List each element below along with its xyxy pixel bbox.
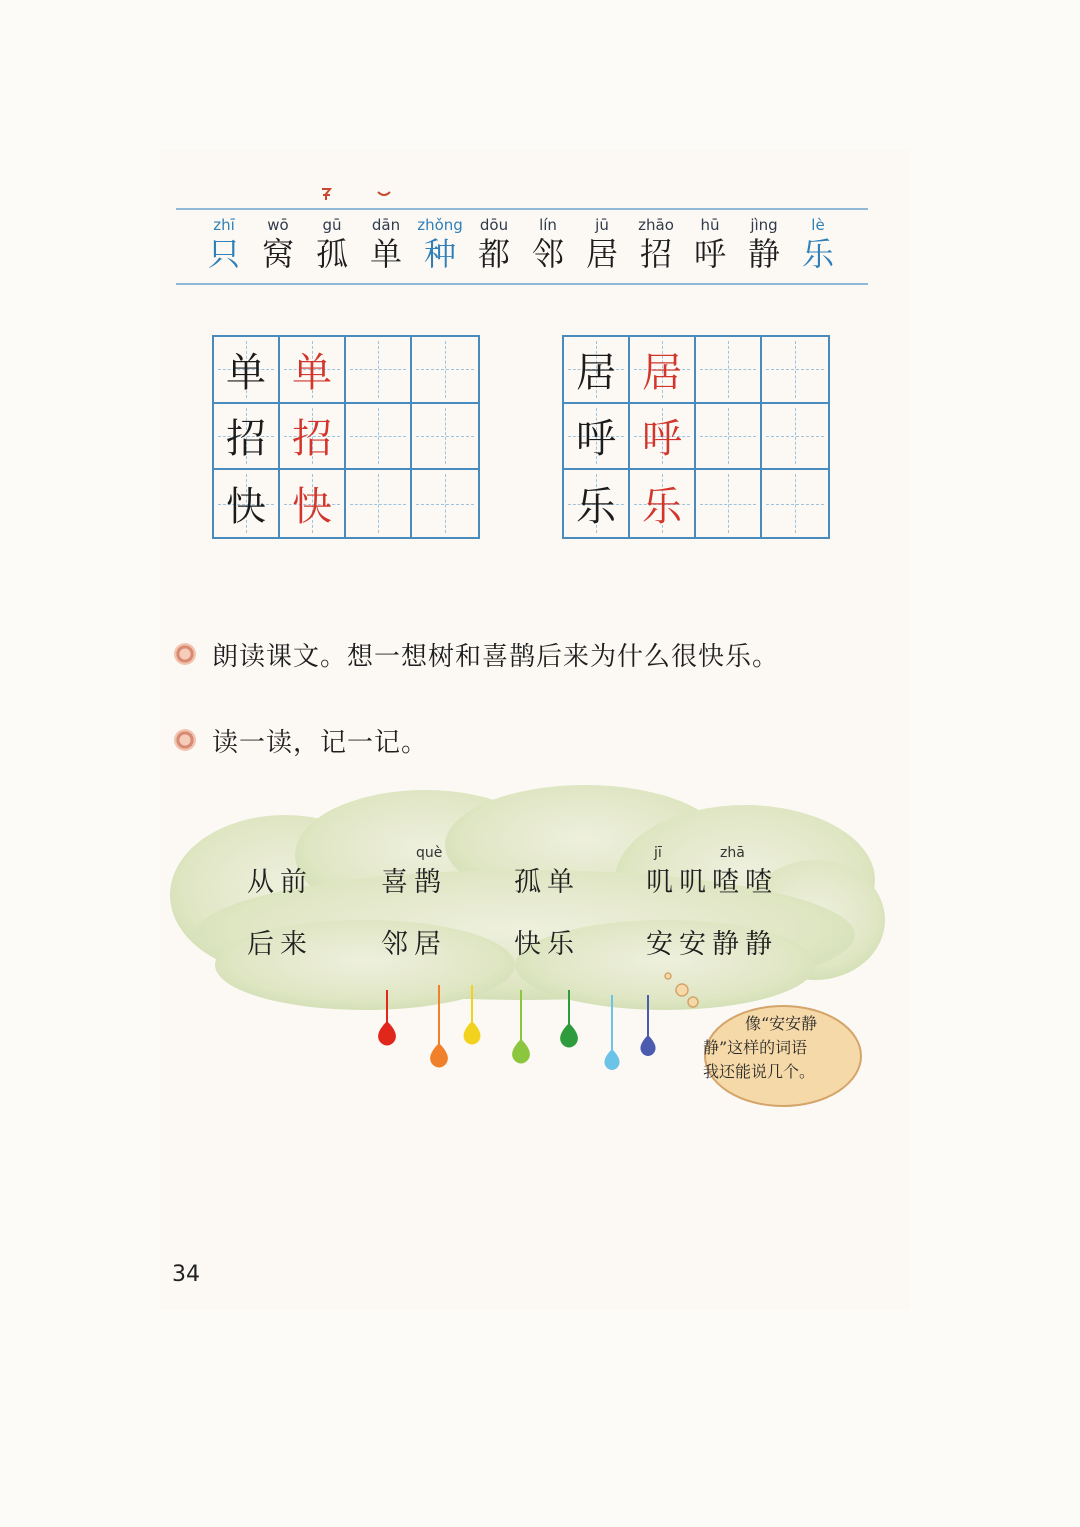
grid-cell xyxy=(696,404,762,471)
grid-cell: 单 xyxy=(214,337,280,404)
grid-cell xyxy=(696,470,762,537)
literacy-char: dān 单 xyxy=(369,216,402,273)
vocab-word: 孤单 xyxy=(514,867,580,898)
grid-cell: 居 xyxy=(630,337,696,404)
word-pinyin: jī xyxy=(654,845,662,861)
grid-cell xyxy=(412,470,478,537)
header-decoration-icon xyxy=(320,186,400,202)
task-text: 读一读，记一记。 xyxy=(212,727,429,758)
vocab-word: 后来 xyxy=(247,929,313,960)
vocab-word: 喜鹊 xyxy=(381,867,447,898)
grid-cell: 居 xyxy=(564,337,630,404)
grid-cell: 招 xyxy=(280,404,346,471)
literacy-char: lín 邻 xyxy=(531,216,564,273)
literacy-char: jū 居 xyxy=(585,216,618,273)
grid-cell: 快 xyxy=(214,470,280,537)
grid-cell xyxy=(696,337,762,404)
grid-cell: 快 xyxy=(280,470,346,537)
grid-cell xyxy=(346,404,412,471)
header-rule-top xyxy=(176,208,868,210)
grid-cell xyxy=(762,337,828,404)
vocab-word: 叽叽喳喳 xyxy=(646,867,778,898)
literacy-character-row xyxy=(196,216,856,280)
grid-cell: 招 xyxy=(214,404,280,471)
thought-bubble-tail-icon xyxy=(660,970,700,1010)
grid-cell xyxy=(412,337,478,404)
literacy-char: zhāo 招 xyxy=(638,216,674,273)
task-read-and-remember xyxy=(172,722,428,758)
word-pinyin: zhā xyxy=(720,845,745,861)
literacy-char: wō 窝 xyxy=(261,216,294,273)
grid-cell xyxy=(412,404,478,471)
literacy-char: hū 呼 xyxy=(693,216,726,273)
literacy-char: zhǒng 种 xyxy=(417,216,463,273)
grid-cell: 呼 xyxy=(630,404,696,471)
thought-line: 像“安安静 xyxy=(745,1014,818,1033)
writing-grid-right xyxy=(562,335,830,539)
word-pinyin: què xyxy=(416,845,443,861)
task-text: 朗读课文。想一想树和喜鹊后来为什么很快乐。 xyxy=(212,641,780,672)
task-bullet-icon xyxy=(174,643,196,665)
literacy-char: gū 孤 xyxy=(315,216,348,273)
thought-bubble-text xyxy=(703,1012,843,1084)
writing-grid-left xyxy=(212,335,480,539)
page-number: 34 xyxy=(172,1262,200,1287)
grid-cell xyxy=(346,337,412,404)
grid-cell xyxy=(346,470,412,537)
literacy-char: jìng 静 xyxy=(747,216,780,273)
grid-cell xyxy=(762,404,828,471)
grid-cell xyxy=(762,470,828,537)
vocab-word: 安安静静 xyxy=(646,929,778,960)
literacy-char: dōu 都 xyxy=(477,216,510,273)
grid-cell: 乐 xyxy=(564,470,630,537)
grid-cell: 乐 xyxy=(630,470,696,537)
literacy-char: lè 乐 xyxy=(801,216,834,273)
grid-cell: 单 xyxy=(280,337,346,404)
thought-line: 静”这样的词语 xyxy=(703,1038,808,1057)
vocab-word: 快乐 xyxy=(514,929,580,960)
vocab-word: 从前 xyxy=(247,867,313,898)
literacy-char: zhī 只 xyxy=(207,216,240,273)
task-read-aloud xyxy=(172,636,779,672)
thought-line: 我还能说几个。 xyxy=(703,1062,816,1081)
vocab-word: 邻居 xyxy=(381,929,447,960)
header-rule-bottom xyxy=(176,283,868,285)
grid-cell: 呼 xyxy=(564,404,630,471)
task-bullet-icon xyxy=(174,729,196,751)
